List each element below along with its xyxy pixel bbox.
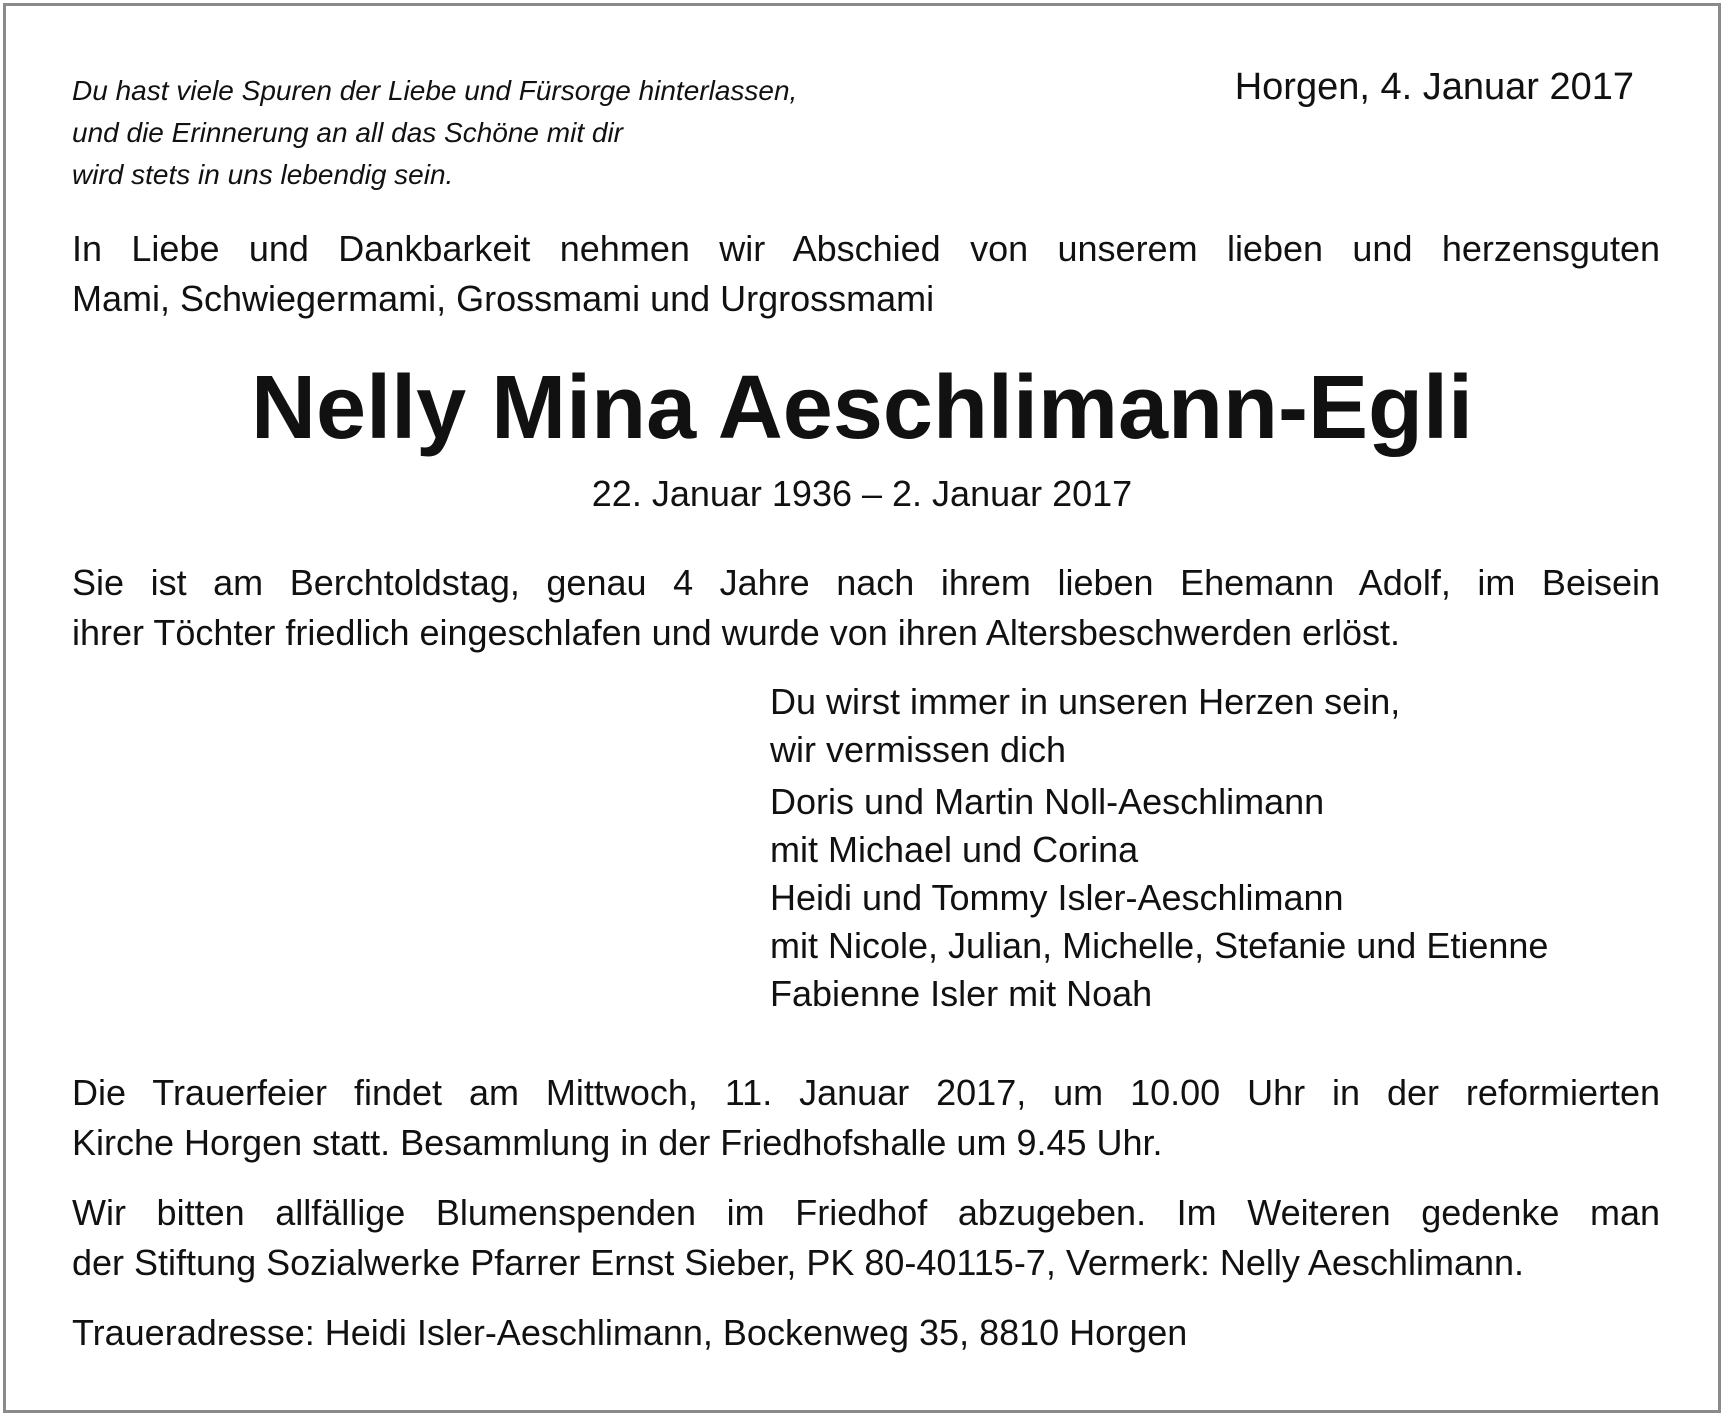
list-item: Heidi und Tommy Isler-Aeschlimann	[770, 877, 1344, 918]
donation-line: der Stiftung Sozialwerke Pfarrer Ernst Sieber, PK 80-40115-7, Vermerk: Nelly Aeschlimann.	[72, 1242, 1525, 1283]
intro-line: Mami, Schwiegermami, Grossmami und Urgrossmami	[72, 278, 935, 319]
farewell-line: Du wirst immer in unseren Herzen sein,	[770, 681, 1401, 722]
mourners-list	[770, 778, 1670, 1018]
passing-paragraph	[72, 558, 1660, 658]
funeral-line: Kirche Horgen statt. Besammlung in der Friedhofshalle um 9.45 Uhr.	[72, 1122, 1163, 1163]
deceased-name: Nelly Mina Aeschlimann-Egli	[251, 358, 1473, 458]
farewell-message	[770, 678, 1670, 774]
motto-quote	[72, 70, 932, 196]
funeral-line: Die Trauerfeier findet am Mittwoch, 11. Januar 2017, um 10.00 Uhr in der reformierten	[72, 1072, 1660, 1113]
passing-line: ihrer Töchter friedlich eingeschlafen und wurde von ihren Altersbeschwerden erlöst.	[72, 612, 1401, 653]
list-item: Doris und Martin Noll-Aeschlimann	[770, 781, 1325, 822]
list-item: mit Michael und Corina	[770, 829, 1139, 870]
motto-line: Du hast viele Spuren der Liebe und Fürsorge hinterlassen,	[72, 75, 798, 106]
obituary-notice	[3, 3, 1721, 1413]
motto-line: und die Erinnerung an all das Schöne mit dir	[72, 117, 624, 148]
donation-line: Wir bitten allfällige Blumenspenden im Friedhof abzugeben. Im Weiteren gedenke man	[72, 1192, 1660, 1233]
motto-line: wird stets in uns lebendig sein.	[72, 159, 454, 190]
passing-line: Sie ist am Berchtoldstag, genau 4 Jahre nach ihrem lieben Ehemann Adolf, im Beisein	[72, 562, 1660, 603]
funeral-info	[72, 1068, 1660, 1168]
place-date: Horgen, 4. Januar 2017	[1234, 66, 1634, 108]
farewell-line: wir vermissen dich	[770, 729, 1067, 770]
intro-paragraph	[72, 224, 1660, 324]
donation-info	[72, 1188, 1660, 1288]
mourning-address: Traueradresse: Heidi Isler-Aeschlimann, Bockenweg 35, 8810 Horgen	[72, 1312, 1188, 1353]
list-item: mit Nicole, Julian, Michelle, Stefanie und Etienne	[770, 925, 1549, 966]
life-dates: 22. Januar 1936 – 2. Januar 2017	[591, 473, 1133, 514]
intro-line: In Liebe und Dankbarkeit nehmen wir Abschied von unserem lieben und herzensguten	[72, 228, 1660, 269]
list-item: Fabienne Isler mit Noah	[770, 973, 1153, 1014]
